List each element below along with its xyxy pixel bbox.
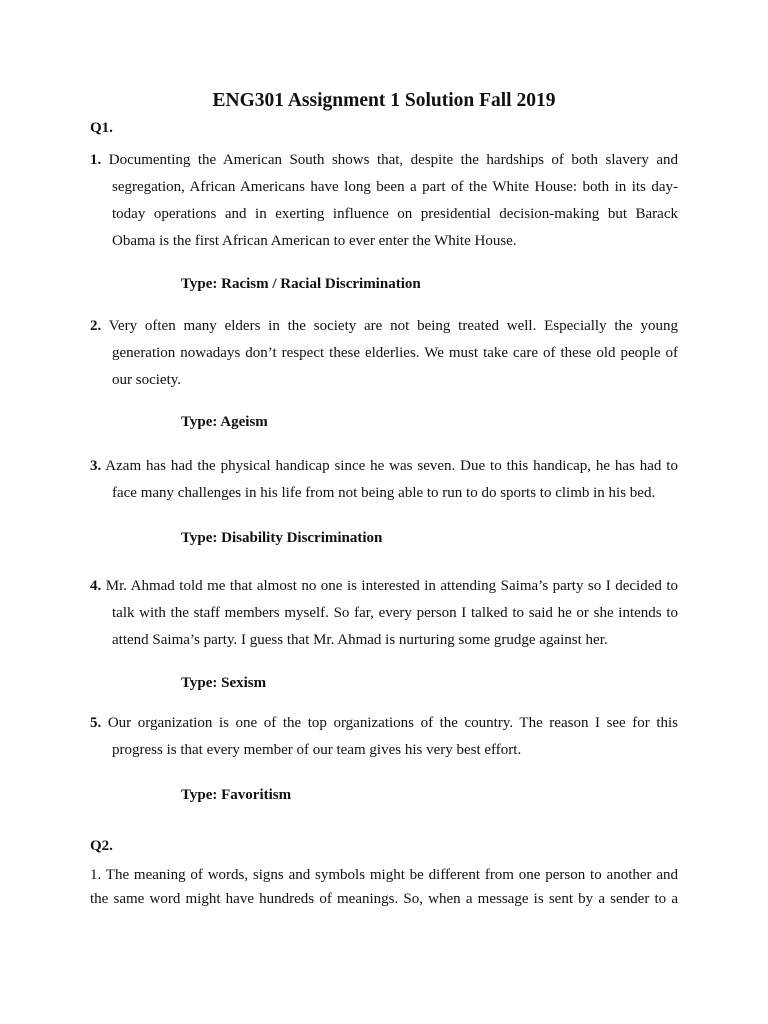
- item-1-line-3: today operations and in exerting influence on presidential decision-making but Barack: [112, 206, 678, 222]
- item-2-line-2: generation nowadays don’t respect these elderlies. We must take care of these old people of: [112, 345, 678, 361]
- q2-line-2: the same word might have hundreds of meanings. So, when a message is sent by a sender to a: [90, 891, 678, 907]
- item-4-type: Type: Sexism: [181, 675, 267, 691]
- item-1-line-2: segregation, African Americans have long been a part of the White House: both in its day-: [112, 179, 678, 195]
- item-5-line-2: progress is that every member of our team gives his very best effort.: [112, 742, 522, 758]
- q2-heading: Q2.: [90, 838, 113, 854]
- item-3-number: 3.: [90, 458, 102, 474]
- item-1-line-4: Obama is the first African American to ever enter the White House.: [112, 233, 517, 249]
- q2-paragraph: [90, 863, 678, 911]
- item-4-number: 4.: [90, 578, 102, 594]
- item-4-line-3: attend Saima’s party. I guess that Mr. Ahmad is nurturing some grudge against her.: [112, 632, 608, 648]
- item-1-number: 1.: [90, 152, 102, 168]
- item-4-line-2: talk with the staff members myself. So far, every person I talked to said he or she intends to: [112, 605, 678, 621]
- q1-heading: Q1.: [90, 120, 113, 136]
- item-2-line-3: our society.: [112, 372, 182, 388]
- item-5-line-1: 5. Our organization is one of the top organizations of the country. The reason I see for this: [90, 715, 679, 731]
- item-1-type: Type: Racism / Racial Discrimination: [181, 276, 421, 292]
- page-title: ENG301 Assignment 1 Solution Fall 2019: [212, 90, 556, 111]
- item-2-number: 2.: [90, 318, 102, 334]
- item-5-number: 5.: [90, 715, 102, 731]
- item-2-line-1: 2. Very often many elders in the society are not being treated well. Especially the young: [90, 318, 678, 334]
- list-item-2: [90, 313, 678, 394]
- item-3-line-1: 3. Azam has had the physical handicap since he was seven. Due to this handicap, he has had to: [90, 458, 678, 474]
- item-2-type: Type: Ageism: [181, 414, 268, 430]
- list-item-1: [90, 147, 678, 255]
- q2-line-1: 1. The meaning of words, signs and symbols might be different from one person to another and: [90, 867, 678, 883]
- list-item-4: [90, 573, 678, 654]
- list-item-3: [90, 453, 678, 507]
- list-item-5: [90, 710, 678, 764]
- item-4-line-1: 4. Mr. Ahmad told me that almost no one is interested in attending Saima’s party so I decided to: [90, 578, 679, 594]
- item-1-line-1: 1. Documenting the American South shows that, despite the hardships of both slavery and: [90, 152, 678, 168]
- item-3-type: Type: Disability Discrimination: [181, 530, 383, 546]
- item-3-line-2: face many challenges in his life from not being able to run to do sports to climb in his bed.: [112, 485, 656, 501]
- item-5-type: Type: Favoritism: [181, 787, 292, 803]
